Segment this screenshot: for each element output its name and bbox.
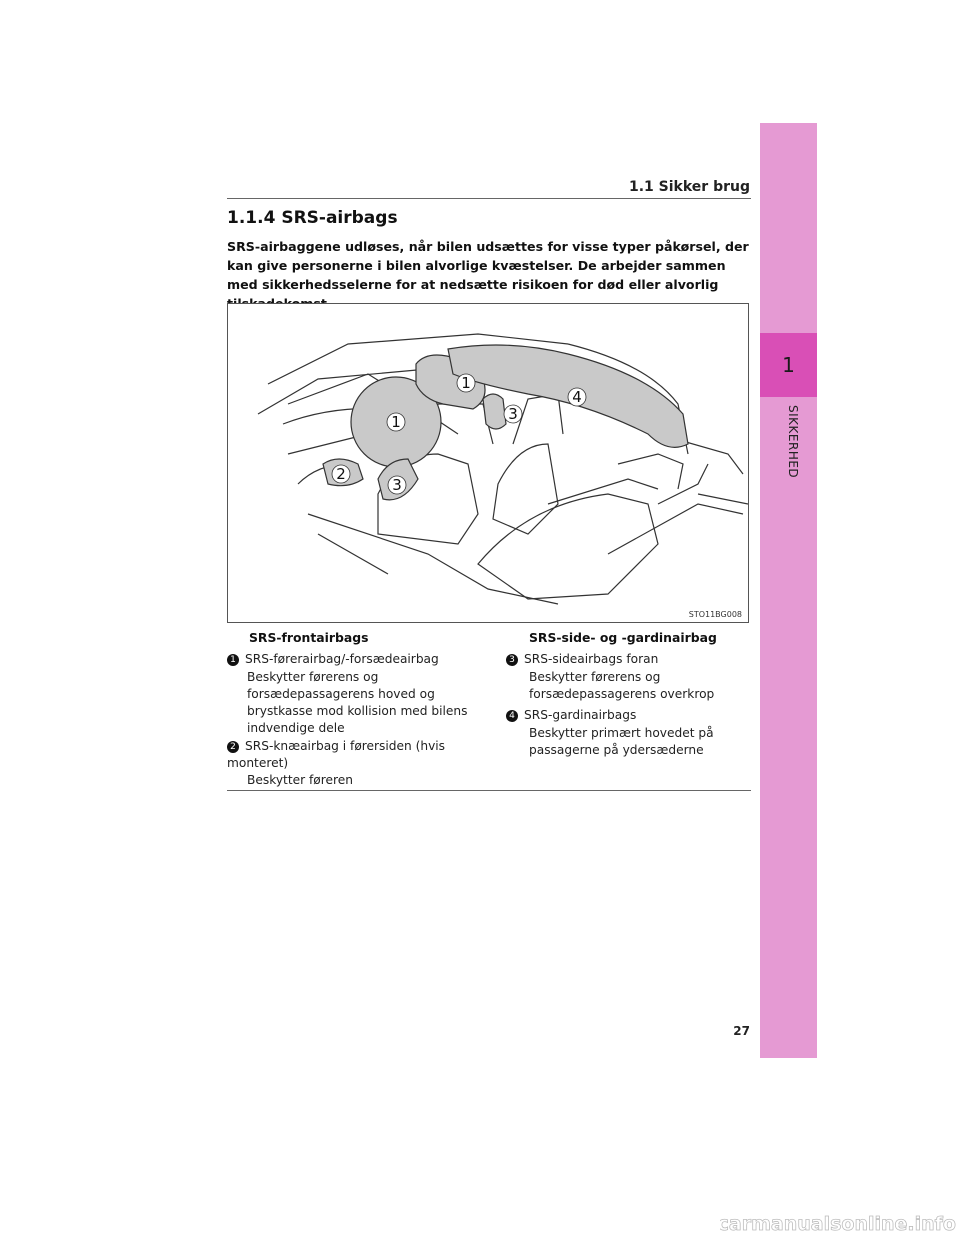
list-item (227, 738, 445, 755)
item-title-continued: monteret) (227, 756, 289, 770)
item-title: SRS-knæairbag i førersiden (hvis (245, 739, 446, 753)
list-item (227, 651, 439, 668)
airbag-illustration (227, 303, 749, 623)
callout-4-curtain: 4 (572, 388, 582, 406)
list-item (506, 707, 636, 724)
footer-divider (227, 790, 751, 791)
callout-1-driver: 1 (391, 413, 401, 431)
callout-2-knee: 2 (336, 465, 346, 483)
item-description: Beskytter førerens og forsædepassagerens hoved og brystkasse mod kollision med bilens indvendige dele (247, 670, 468, 735)
chapter-label: SIKKERHED (786, 405, 800, 479)
item-title: SRS-sideairbags foran (524, 652, 659, 666)
passenger-side-airbag-shape (483, 394, 506, 429)
car-interior-drawing (228, 304, 749, 623)
list-item (506, 651, 658, 668)
item-description: Beskytter primært hovedet på passagerne på ydersæderne (529, 726, 714, 757)
callout-3-driver-side: 3 (392, 476, 402, 494)
item-description: Beskytter føreren (247, 773, 353, 787)
running-head: 1.1 Sikker brug (629, 179, 750, 195)
section-intro: SRS-airbaggene udløses, når bilen udsættes for visse typer påkørsel, der kan give personerne i bilen alvorlige kvæstelser. De arbejder sammen med sikkerhedsselerne for at nedsætte risikoen for død eller alvorlig (227, 239, 749, 292)
page-number: 27 (733, 1024, 750, 1038)
figure-code: STO11BG008 (688, 610, 742, 619)
chapter-side-tab (760, 123, 817, 1058)
item-title: SRS-førerairbag/-forsædeairbag (245, 652, 439, 666)
watermark-logo (720, 1206, 960, 1238)
watermark-graphic (720, 1206, 960, 1238)
item-description: Beskytter førerens og forsædepassagerens overkrop (529, 670, 715, 701)
item-number-badge: 2 (227, 741, 239, 753)
callout-3-passenger-side: 3 (508, 405, 518, 423)
item-number-badge: 1 (227, 654, 239, 666)
item-title: SRS-gardinairbags (524, 708, 637, 722)
item-number-badge: 4 (506, 710, 518, 722)
side-curtain-heading: SRS-side- og -gardinairbag (529, 630, 717, 645)
section-title: 1.1.4 SRS-airbags (227, 208, 398, 228)
frontairbags-heading: SRS-frontairbags (249, 630, 369, 645)
chapter-number[interactable]: 1 (760, 333, 817, 397)
svg-text:carmanualsonline.info: carmanualsonline.info (720, 1213, 956, 1235)
header-divider (227, 198, 751, 199)
item-number-badge: 3 (506, 654, 518, 666)
callout-1-passenger: 1 (461, 374, 471, 392)
